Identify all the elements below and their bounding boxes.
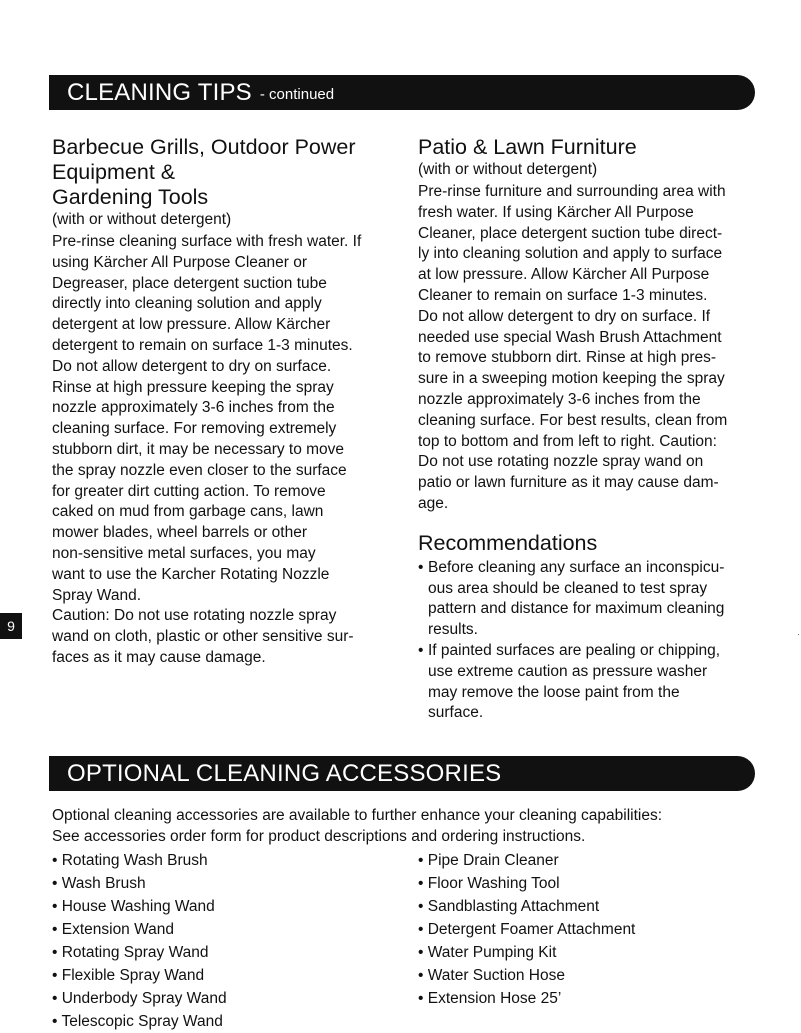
accessory-item: • Sandblasting Attachment: [418, 895, 754, 918]
accessory-item: • Detergent Foamer Attachment: [418, 918, 754, 941]
accessory-item: • Floor Washing Tool: [418, 872, 754, 895]
accessory-item: • Wash Brush: [52, 872, 392, 895]
grills-subnote: (with or without detergent): [52, 211, 232, 228]
accessory-item: • Water Suction Hose: [418, 964, 754, 987]
accessory-item: • Extension Hose 25’: [418, 987, 754, 1010]
accessory-item: • Underbody Spray Wand: [52, 987, 392, 1010]
accessories-title: OPTIONAL CLEANING ACCESSORIES: [67, 759, 502, 787]
patio-section: [418, 135, 754, 724]
accessory-item: • Extension Wand: [52, 918, 392, 941]
accessory-item: • Rotating Spray Wand: [52, 941, 392, 964]
accessories-banner: [49, 756, 755, 791]
accessory-item: • Pipe Drain Cleaner: [418, 849, 754, 872]
accessory-item: • Telescopic Spray Wand: [52, 1010, 392, 1033]
accessory-item: • House Washing Wand: [52, 895, 392, 918]
accessories-intro: Optional cleaning accessories are available to further enhance your cleaning capabilities: See accessories order form for product descriptions and ordering instructions.: [52, 807, 663, 845]
patio-subnote: (with or without detergent): [418, 161, 598, 178]
cleaning-tips-banner: [49, 75, 755, 110]
page-number-tab: 9: [0, 613, 22, 639]
recommendations-list: [418, 558, 754, 724]
accessory-item: • Rotating Wash Brush: [52, 849, 392, 872]
recommendations-heading: Recommendations: [418, 530, 598, 555]
recommendation-item: • If painted surfaces are pealing or chipping, use extreme caution as pressure washer may remove the loose paint from the surface.: [418, 641, 754, 724]
accessories-list-right: [418, 849, 754, 1010]
accessory-item: • Flexible Spray Wand: [52, 964, 392, 987]
patio-heading: Patio & Lawn Furniture: [418, 135, 637, 159]
grills-section: [52, 135, 392, 669]
grills-heading: Barbecue Grills, Outdoor Power Equipment & Gardening Tools: [52, 135, 356, 209]
edge-mark: [798, 634, 799, 635]
recommendation-item: • Before cleaning any surface an inconspicu- ous area should be cleaned to test spray pattern and distance for maximum cleaning results.: [418, 558, 754, 641]
patio-body: Pre-rinse furniture and surrounding area with fresh water. If using Kärcher All Purpose Cleaner, place detergent suction tube direct- ly into cleaning solution and apply to surface at low pressure. Allow Kärcher All Purpose Cleaner to remain on surface 1-3 minutes. Do not allow detergent to dry on surface. If needed use special Wash Brush Attachment to remove stubborn dirt. Rinse at high pres- sure in a sweeping motion keeping the spray nozzle approximately 3-6 inches from the cleaning surface. For best results, clean from top to bottom and from left to right. Caution: Do not use rotating nozzle spray wand on patio or lawn furniture as it may cause dam- age.: [418, 183, 728, 512]
accessory-item: • Water Pumping Kit: [418, 941, 754, 964]
grills-body: Pre-rinse cleaning surface with fresh water. If using Kärcher All Purpose Cleaner or Degreaser, place detergent suction tube directly into cleaning solution and apply detergent at low pressure. Allow Kärcher detergent to remain on surface 1-3 minutes. Do not allow detergent to dry on surface. Rinse at high pressure keeping the spray nozzle approximately 3-6 inches from the cleaning surface. For removing extremely stubborn dirt, it may be necessary to move the spray nozzle even closer to the surface for greater dirt cutting action. To remove caked on mud from garbage cans, lawn mower blades, wheel barrels or other non-sensitive metal surfaces, you may want to use the Karcher Rotating Nozzle Spray Wand.: [52, 233, 362, 604]
cleaning-tips-subtitle: - continued: [259, 86, 335, 103]
cleaning-tips-title: CLEANING TIPS: [67, 78, 252, 106]
grills-caution: Caution: Do not use rotating nozzle spray wand on cloth, plastic or other sensitive sur- faces as it may cause damage.: [52, 607, 354, 666]
accessories-list-left: [52, 849, 392, 1033]
